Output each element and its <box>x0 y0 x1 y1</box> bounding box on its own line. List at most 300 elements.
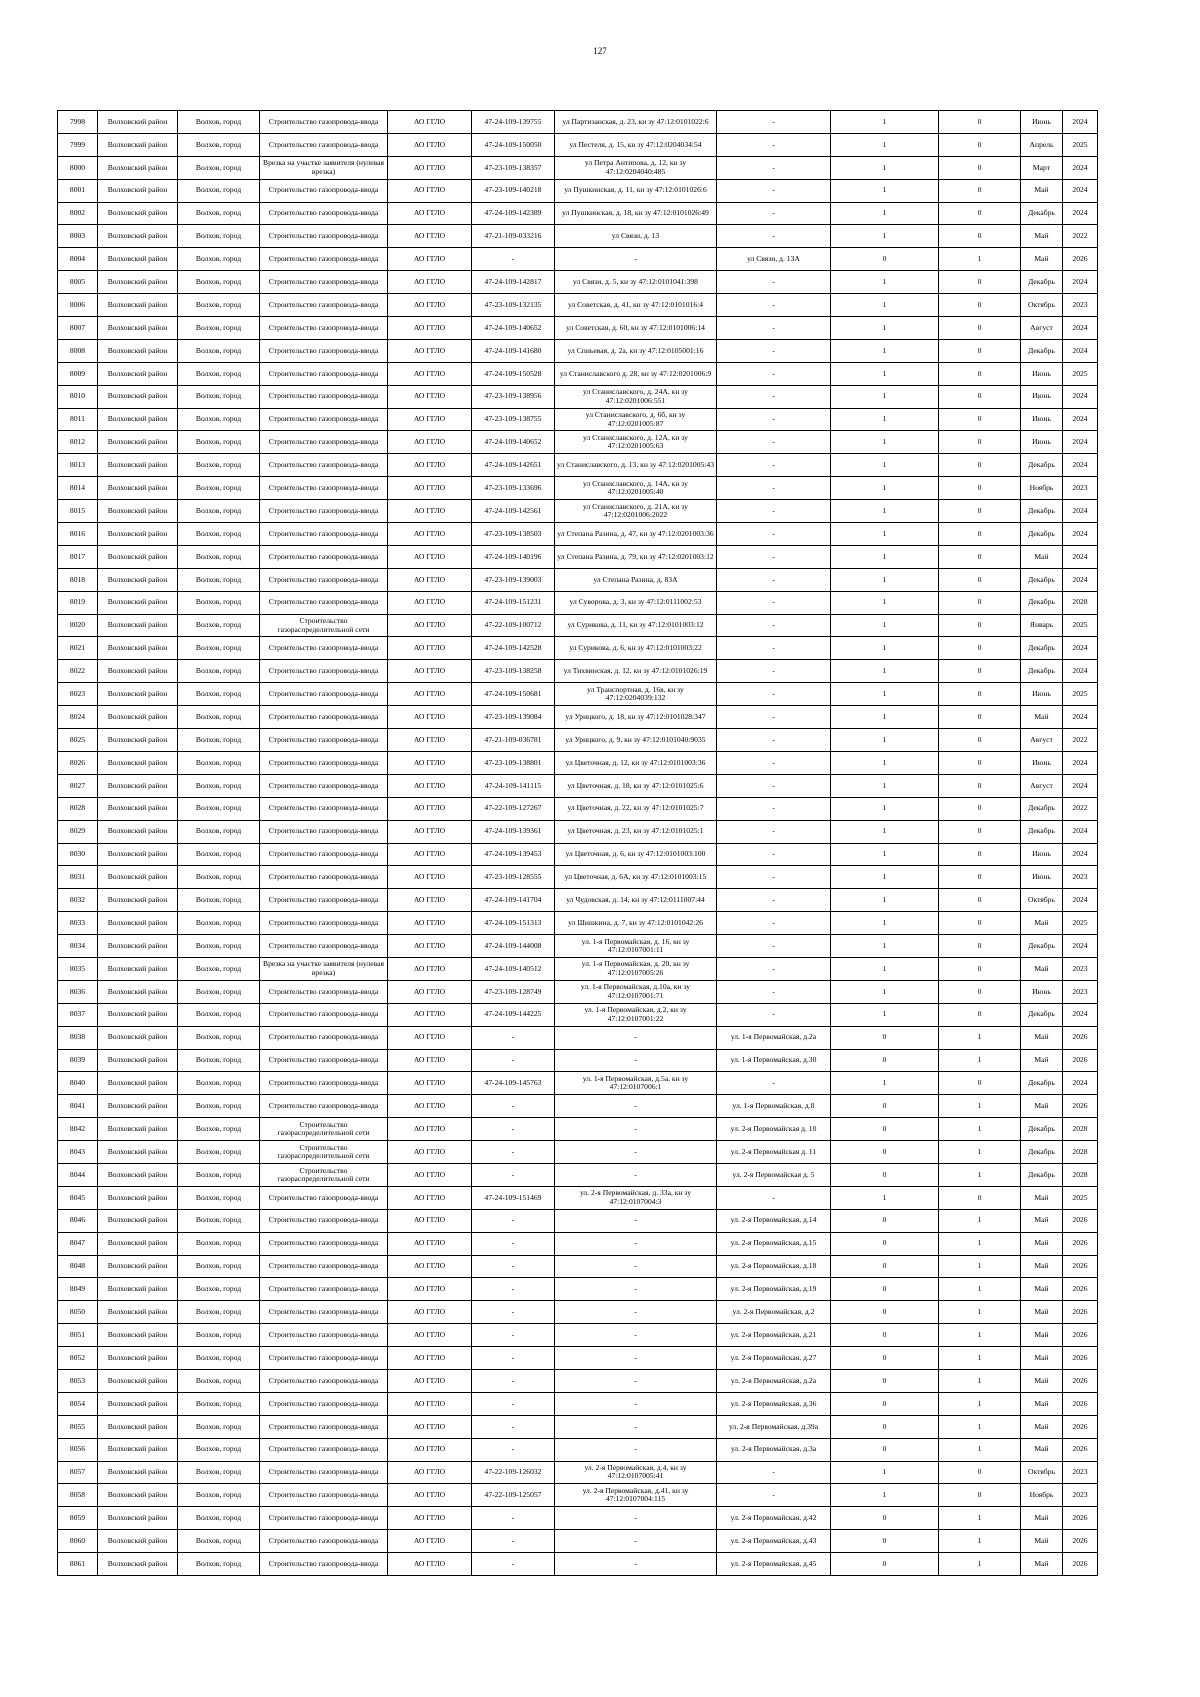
cell-address-cadastral: ул. 1-я Первомайская, д. 16, кн зу 47:12:0107001:11 <box>555 935 717 958</box>
cell-year: 2028 <box>1063 1118 1098 1141</box>
cell-work-type: Строительство газопровода-ввода <box>260 843 388 866</box>
cell-district: Волховский район <box>98 889 178 912</box>
cell-district: Волховский район <box>98 294 178 317</box>
cell-planned-address: - <box>717 1484 831 1507</box>
cell-month: Июнь <box>1021 980 1063 1003</box>
table-row <box>58 1072 1098 1095</box>
cell-locality: Волхов, город <box>178 156 260 179</box>
cell-planned-address: - <box>717 1461 831 1484</box>
cell-row-number: 8001 <box>58 179 98 202</box>
cell-month: Декабрь <box>1021 797 1063 820</box>
cell-organization: АО ГГЛО <box>388 660 472 683</box>
cell-locality: Волхов, город <box>178 797 260 820</box>
cell-locality: Волхов, город <box>178 1324 260 1347</box>
cell-count-planned: 0 <box>939 774 1021 797</box>
cell-row-number: 7999 <box>58 133 98 156</box>
cell-count-planned: 0 <box>939 706 1021 729</box>
cell-district: Волховский район <box>98 706 178 729</box>
cell-count-existing: 0 <box>831 1095 939 1118</box>
table-row <box>58 866 1098 889</box>
cell-planned-address: ул. 2-я Первомайская, д.18 <box>717 1255 831 1278</box>
cell-planned-address: - <box>717 523 831 546</box>
cell-count-existing: 1 <box>831 545 939 568</box>
cell-row-number: 8018 <box>58 568 98 591</box>
cell-organization: АО ГГЛО <box>388 866 472 889</box>
cell-work-type: Строительство газопровода-ввода <box>260 912 388 935</box>
cell-locality: Волхов, город <box>178 1484 260 1507</box>
cell-locality: Волхов, город <box>178 637 260 660</box>
cell-planned-address: ул. 2-я Первомайская, д.45 <box>717 1553 831 1576</box>
cell-organization: АО ГГЛО <box>388 1003 472 1026</box>
cell-year: 2028 <box>1063 1141 1098 1164</box>
cell-planned-address: ул. 2-я Первомайская, д.3а <box>717 1438 831 1461</box>
cell-row-number: 8012 <box>58 431 98 454</box>
cell-district: Волховский район <box>98 1232 178 1255</box>
cell-organization: АО ГГЛО <box>388 362 472 385</box>
cell-locality: Волхов, город <box>178 500 260 523</box>
cell-count-existing: 1 <box>831 797 939 820</box>
cell-application-number: 47-24-109-142389 <box>472 202 555 225</box>
cell-organization: АО ГГЛО <box>388 751 472 774</box>
cell-work-type: Строительство газопровода-ввода <box>260 1507 388 1530</box>
cell-organization: АО ГГЛО <box>388 1530 472 1553</box>
cell-month: Май <box>1021 1049 1063 1072</box>
cell-address-cadastral: - <box>555 1163 717 1186</box>
cell-count-existing: 1 <box>831 637 939 660</box>
cell-year: 2023 <box>1063 866 1098 889</box>
cell-year: 2023 <box>1063 294 1098 317</box>
cell-district: Волховский район <box>98 1553 178 1576</box>
cell-planned-address: - <box>717 843 831 866</box>
cell-planned-address: ул. 2-я Первомайская, д.14 <box>717 1209 831 1232</box>
cell-row-number: 8038 <box>58 1026 98 1049</box>
cell-count-planned: 0 <box>939 339 1021 362</box>
cell-month: Май <box>1021 1186 1063 1209</box>
cell-year: 2023 <box>1063 477 1098 500</box>
cell-count-planned: 0 <box>939 408 1021 431</box>
cell-district: Волховский район <box>98 980 178 1003</box>
cell-planned-address: ул. 2-я Первомайская д. 10 <box>717 1118 831 1141</box>
table-row <box>58 523 1098 546</box>
cell-planned-address: - <box>717 660 831 683</box>
cell-row-number: 8044 <box>58 1163 98 1186</box>
cell-year: 2024 <box>1063 385 1098 408</box>
cell-row-number: 8045 <box>58 1186 98 1209</box>
cell-organization: АО ГГЛО <box>388 1209 472 1232</box>
cell-count-existing: 1 <box>831 729 939 752</box>
cell-row-number: 8010 <box>58 385 98 408</box>
cell-row-number: 8053 <box>58 1369 98 1392</box>
cell-work-type: Строительство газопровода-ввода <box>260 339 388 362</box>
cell-locality: Волхов, город <box>178 271 260 294</box>
cell-count-existing: 1 <box>831 774 939 797</box>
cell-district: Волховский район <box>98 797 178 820</box>
cell-month: Май <box>1021 1553 1063 1576</box>
cell-count-planned: 0 <box>939 935 1021 958</box>
cell-locality: Волхов, город <box>178 1049 260 1072</box>
cell-month: Октябрь <box>1021 294 1063 317</box>
cell-year: 2028 <box>1063 591 1098 614</box>
cell-count-planned: 1 <box>939 1232 1021 1255</box>
cell-work-type: Строительство газопровода-ввода <box>260 500 388 523</box>
cell-count-existing: 1 <box>831 385 939 408</box>
cell-row-number: 8002 <box>58 202 98 225</box>
cell-address-cadastral: ул Станиславского, д. 6б, кн зу 47:12:0201005:87 <box>555 408 717 431</box>
table-row <box>58 683 1098 706</box>
cell-application-number: - <box>472 248 555 271</box>
cell-locality: Волхов, город <box>178 568 260 591</box>
cell-planned-address: - <box>717 156 831 179</box>
cell-row-number: 8027 <box>58 774 98 797</box>
cell-year: 2026 <box>1063 1530 1098 1553</box>
cell-year: 2022 <box>1063 797 1098 820</box>
cell-planned-address: - <box>717 1072 831 1095</box>
cell-address-cadastral: ул Спиьевая, д. 2а, кн зу 47:12:0105001:16 <box>555 339 717 362</box>
cell-year: 2026 <box>1063 1392 1098 1415</box>
cell-work-type: Строительство газопровода-ввода <box>260 1003 388 1026</box>
table-row <box>58 431 1098 454</box>
cell-application-number: 47-23-109-128555 <box>472 866 555 889</box>
cell-locality: Волхов, город <box>178 774 260 797</box>
cell-district: Волховский район <box>98 1347 178 1370</box>
cell-organization: АО ГГЛО <box>388 500 472 523</box>
cell-year: 2026 <box>1063 1347 1098 1370</box>
cell-work-type: Строительство газопровода-ввода <box>260 1209 388 1232</box>
cell-locality: Волхов, город <box>178 1369 260 1392</box>
cell-row-number: 8054 <box>58 1392 98 1415</box>
cell-locality: Волхов, город <box>178 362 260 385</box>
cell-address-cadastral: ул Советская, д. 60, кн зу 47:12:0101006:14 <box>555 317 717 340</box>
cell-month: Январь <box>1021 614 1063 637</box>
cell-district: Волховский район <box>98 1278 178 1301</box>
cell-planned-address: - <box>717 980 831 1003</box>
cell-address-cadastral: ул Советская, д. 41, кн зу 47:12:0101016:4 <box>555 294 717 317</box>
cell-planned-address: - <box>717 1186 831 1209</box>
cell-month: Май <box>1021 912 1063 935</box>
cell-address-cadastral: ул Степана Разина, д. 47, кн зу 47:12:0201003:36 <box>555 523 717 546</box>
cell-count-planned: 1 <box>939 248 1021 271</box>
cell-locality: Волхов, город <box>178 294 260 317</box>
cell-work-type: Строительство газораспределительной сети <box>260 1163 388 1186</box>
cell-year: 2025 <box>1063 683 1098 706</box>
cell-application-number: 47-23-109-138755 <box>472 408 555 431</box>
cell-organization: АО ГГЛО <box>388 1026 472 1049</box>
cell-district: Волховский район <box>98 1186 178 1209</box>
cell-month: Декабрь <box>1021 339 1063 362</box>
cell-work-type: Строительство газопровода-ввода <box>260 980 388 1003</box>
cell-count-planned: 0 <box>939 729 1021 752</box>
cell-application-number: - <box>472 1507 555 1530</box>
table-row <box>58 271 1098 294</box>
cell-year: 2025 <box>1063 133 1098 156</box>
cell-work-type: Строительство газопровода-ввода <box>260 1438 388 1461</box>
cell-count-existing: 1 <box>831 362 939 385</box>
cell-application-number: 47-24-109-140196 <box>472 545 555 568</box>
cell-planned-address: - <box>717 339 831 362</box>
cell-row-number: 8043 <box>58 1141 98 1164</box>
cell-address-cadastral: - <box>555 1324 717 1347</box>
cell-work-type: Строительство газопровода-ввода <box>260 1278 388 1301</box>
cell-count-planned: 0 <box>939 500 1021 523</box>
cell-month: Май <box>1021 1324 1063 1347</box>
cell-organization: АО ГГЛО <box>388 202 472 225</box>
cell-planned-address: ул Связи, д. 13А <box>717 248 831 271</box>
cell-row-number: 8032 <box>58 889 98 912</box>
cell-district: Волховский район <box>98 637 178 660</box>
cell-month: Июнь <box>1021 751 1063 774</box>
table-row <box>58 408 1098 431</box>
cell-year: 2024 <box>1063 156 1098 179</box>
cell-address-cadastral: - <box>555 1255 717 1278</box>
cell-row-number: 8025 <box>58 729 98 752</box>
cell-work-type: Строительство газопровода-ввода <box>260 133 388 156</box>
table-row <box>58 500 1098 523</box>
cell-row-number: 8019 <box>58 591 98 614</box>
cell-count-planned: 0 <box>939 912 1021 935</box>
cell-organization: АО ГГЛО <box>388 385 472 408</box>
table-row <box>58 1347 1098 1370</box>
cell-planned-address: ул. 1-я Первомайская, д.2а <box>717 1026 831 1049</box>
cell-district: Волховский район <box>98 1163 178 1186</box>
cell-count-planned: 1 <box>939 1301 1021 1324</box>
cell-count-existing: 0 <box>831 1141 939 1164</box>
cell-organization: АО ГГЛО <box>388 729 472 752</box>
cell-planned-address: - <box>717 271 831 294</box>
cell-year: 2024 <box>1063 1003 1098 1026</box>
cell-count-planned: 0 <box>939 980 1021 1003</box>
table-row <box>58 1095 1098 1118</box>
cell-organization: АО ГГЛО <box>388 225 472 248</box>
cell-count-planned: 0 <box>939 797 1021 820</box>
cell-district: Волховский район <box>98 523 178 546</box>
cell-month: Май <box>1021 225 1063 248</box>
cell-address-cadastral: ул. 1-я Первомайская, д. 20, кн зу 47:12:0107005:26 <box>555 957 717 980</box>
cell-year: 2024 <box>1063 500 1098 523</box>
cell-planned-address: ул. 2-я Первомайская, д.15 <box>717 1232 831 1255</box>
cell-row-number: 8037 <box>58 1003 98 1026</box>
cell-locality: Волхов, город <box>178 980 260 1003</box>
cell-organization: АО ГГЛО <box>388 957 472 980</box>
cell-organization: АО ГГЛО <box>388 1118 472 1141</box>
cell-count-planned: 1 <box>939 1026 1021 1049</box>
cell-count-planned: 0 <box>939 614 1021 637</box>
cell-row-number: 8020 <box>58 614 98 637</box>
cell-row-number: 8016 <box>58 523 98 546</box>
cell-application-number: - <box>472 1255 555 1278</box>
cell-planned-address: - <box>717 202 831 225</box>
cell-count-existing: 1 <box>831 111 939 134</box>
cell-locality: Волхов, город <box>178 1232 260 1255</box>
cell-count-planned: 1 <box>939 1255 1021 1278</box>
cell-organization: АО ГГЛО <box>388 1369 472 1392</box>
cell-locality: Волхов, город <box>178 385 260 408</box>
cell-application-number: 47-23-109-139003 <box>472 568 555 591</box>
cell-count-planned: 0 <box>939 1461 1021 1484</box>
cell-district: Волховский район <box>98 1324 178 1347</box>
cell-application-number: 47-22-109-125057 <box>472 1484 555 1507</box>
cell-year: 2024 <box>1063 774 1098 797</box>
cell-application-number: 47-24-109-139361 <box>472 820 555 843</box>
cell-district: Волховский район <box>98 820 178 843</box>
cell-locality: Волхов, город <box>178 1186 260 1209</box>
cell-work-type: Строительство газопровода-ввода <box>260 385 388 408</box>
cell-row-number: 8000 <box>58 156 98 179</box>
cell-row-number: 8039 <box>58 1049 98 1072</box>
cell-count-existing: 0 <box>831 1347 939 1370</box>
cell-planned-address: - <box>717 591 831 614</box>
table-row <box>58 1118 1098 1141</box>
cell-count-existing: 1 <box>831 431 939 454</box>
table-row <box>58 912 1098 935</box>
cell-organization: АО ГГЛО <box>388 317 472 340</box>
cell-work-type: Строительство газопровода-ввода <box>260 202 388 225</box>
cell-address-cadastral: ул Суворова, д. 3, кн зу 47:12:0111002:53 <box>555 591 717 614</box>
cell-organization: АО ГГЛО <box>388 568 472 591</box>
cell-year: 2026 <box>1063 1324 1098 1347</box>
cell-organization: АО ГГЛО <box>388 294 472 317</box>
cell-count-planned: 0 <box>939 957 1021 980</box>
cell-address-cadastral: - <box>555 1095 717 1118</box>
cell-year: 2023 <box>1063 1484 1098 1507</box>
cell-planned-address: - <box>717 179 831 202</box>
cell-organization: АО ГГЛО <box>388 1438 472 1461</box>
cell-application-number: 47-24-109-150681 <box>472 683 555 706</box>
cell-address-cadastral: ул Станиславского д. 28, кн зу 47:12:0201006:9 <box>555 362 717 385</box>
cell-count-existing: 0 <box>831 1163 939 1186</box>
cell-district: Волховский район <box>98 751 178 774</box>
cell-locality: Волхов, город <box>178 1141 260 1164</box>
cell-locality: Волхов, город <box>178 706 260 729</box>
table-row <box>58 1530 1098 1553</box>
cell-address-cadastral: - <box>555 1118 717 1141</box>
cell-application-number: - <box>472 1347 555 1370</box>
cell-row-number: 8026 <box>58 751 98 774</box>
cell-year: 2025 <box>1063 1186 1098 1209</box>
cell-work-type: Строительство газопровода-ввода <box>260 271 388 294</box>
cell-count-planned: 1 <box>939 1553 1021 1576</box>
cell-year: 2023 <box>1063 957 1098 980</box>
cell-count-planned: 0 <box>939 271 1021 294</box>
cell-month: Ноябрь <box>1021 1484 1063 1507</box>
cell-organization: АО ГГЛО <box>388 248 472 271</box>
cell-district: Волховский район <box>98 317 178 340</box>
cell-locality: Волхов, город <box>178 248 260 271</box>
cell-work-type: Строительство газопровода-ввода <box>260 1095 388 1118</box>
table-row <box>58 1301 1098 1324</box>
cell-month: Июнь <box>1021 385 1063 408</box>
cell-row-number: 8022 <box>58 660 98 683</box>
cell-count-planned: 1 <box>939 1163 1021 1186</box>
cell-count-planned: 0 <box>939 751 1021 774</box>
cell-organization: АО ГГЛО <box>388 637 472 660</box>
cell-application-number: 47-24-109-140512 <box>472 957 555 980</box>
cell-work-type: Строительство газопровода-ввода <box>260 774 388 797</box>
cell-locality: Волхов, город <box>178 1415 260 1438</box>
cell-count-planned: 1 <box>939 1438 1021 1461</box>
table-row <box>58 156 1098 179</box>
cell-count-planned: 0 <box>939 477 1021 500</box>
cell-organization: АО ГГЛО <box>388 431 472 454</box>
cell-locality: Волхов, город <box>178 935 260 958</box>
cell-organization: АО ГГЛО <box>388 935 472 958</box>
cell-locality: Волхов, город <box>178 1163 260 1186</box>
table-row <box>58 477 1098 500</box>
cell-organization: АО ГГЛО <box>388 545 472 568</box>
cell-count-existing: 1 <box>831 294 939 317</box>
cell-work-type: Строительство газопровода-ввода <box>260 111 388 134</box>
cell-application-number: 47-24-109-142528 <box>472 637 555 660</box>
table-row <box>58 1232 1098 1255</box>
cell-organization: АО ГГЛО <box>388 1347 472 1370</box>
cell-row-number: 8052 <box>58 1347 98 1370</box>
cell-row-number: 8060 <box>58 1530 98 1553</box>
cell-count-existing: 1 <box>831 523 939 546</box>
cell-work-type: Строительство газопровода-ввода <box>260 1255 388 1278</box>
cell-address-cadastral: ул Цветочная, д. 6А, кн зу 47:12:0101003:15 <box>555 866 717 889</box>
cell-count-existing: 1 <box>831 957 939 980</box>
cell-organization: АО ГГЛО <box>388 1507 472 1530</box>
cell-year: 2024 <box>1063 202 1098 225</box>
cell-row-number: 8048 <box>58 1255 98 1278</box>
cell-planned-address: - <box>717 637 831 660</box>
cell-work-type: Строительство газопровода-ввода <box>260 1392 388 1415</box>
cell-address-cadastral: ул Станиславского, д. 14А, кн зу 47:12:0201005:40 <box>555 477 717 500</box>
cell-row-number: 8057 <box>58 1461 98 1484</box>
cell-address-cadastral: ул Транспортная, д. 16в, кн зу 47:12:0204039:132 <box>555 683 717 706</box>
cell-count-existing: 1 <box>831 408 939 431</box>
cell-application-number: 47-24-109-151313 <box>472 912 555 935</box>
cell-month: Декабрь <box>1021 1118 1063 1141</box>
cell-planned-address: - <box>717 317 831 340</box>
table-row <box>58 1255 1098 1278</box>
cell-month: Декабрь <box>1021 935 1063 958</box>
cell-planned-address: - <box>717 820 831 843</box>
cell-planned-address: - <box>717 706 831 729</box>
cell-month: Октябрь <box>1021 889 1063 912</box>
cell-year: 2024 <box>1063 568 1098 591</box>
cell-application-number: 47-21-109-036781 <box>472 729 555 752</box>
cell-count-planned: 1 <box>939 1415 1021 1438</box>
cell-district: Волховский район <box>98 1301 178 1324</box>
cell-locality: Волхов, город <box>178 1095 260 1118</box>
cell-count-planned: 0 <box>939 1003 1021 1026</box>
cell-planned-address: ул. 2-я Первомайская, д.19 <box>717 1278 831 1301</box>
cell-count-existing: 1 <box>831 1484 939 1507</box>
cell-district: Волховский район <box>98 614 178 637</box>
cell-planned-address: - <box>717 477 831 500</box>
cell-year: 2026 <box>1063 1232 1098 1255</box>
cell-year: 2024 <box>1063 179 1098 202</box>
cell-address-cadastral: - <box>555 1049 717 1072</box>
cell-organization: АО ГГЛО <box>388 1415 472 1438</box>
cell-month: Май <box>1021 1209 1063 1232</box>
cell-year: 2023 <box>1063 1461 1098 1484</box>
cell-application-number: - <box>472 1026 555 1049</box>
cell-month: Июнь <box>1021 362 1063 385</box>
cell-organization: АО ГГЛО <box>388 1163 472 1186</box>
table-row <box>58 1278 1098 1301</box>
cell-year: 2025 <box>1063 912 1098 935</box>
cell-count-planned: 1 <box>939 1095 1021 1118</box>
cell-work-type: Строительство газопровода-ввода <box>260 408 388 431</box>
cell-month: Май <box>1021 957 1063 980</box>
cell-row-number: 8008 <box>58 339 98 362</box>
cell-planned-address: ул. 2-я Первомайская, д.2а <box>717 1369 831 1392</box>
cell-work-type: Строительство газопровода-ввода <box>260 568 388 591</box>
cell-row-number: 8034 <box>58 935 98 958</box>
table-row <box>58 202 1098 225</box>
cell-application-number: - <box>472 1553 555 1576</box>
